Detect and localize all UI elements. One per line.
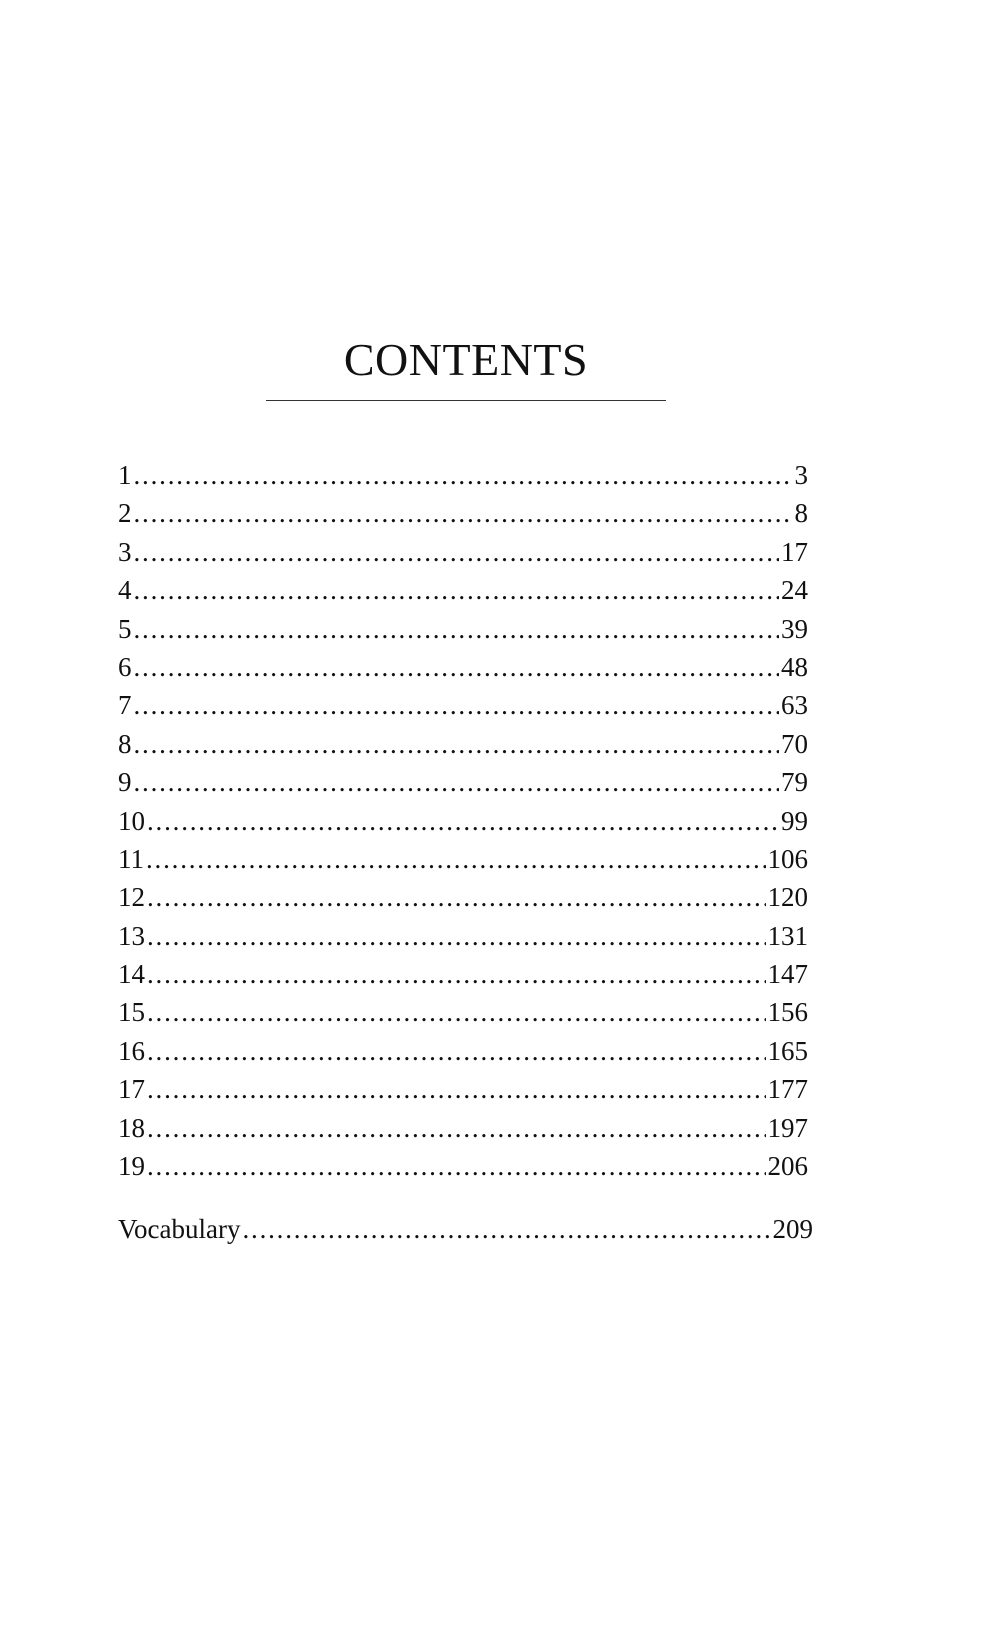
toc-entry-label: 4 [118,575,132,606]
toc-entry-vocabulary[interactable] [118,1210,813,1248]
dot-leader [147,1070,766,1108]
toc-entry-label: 9 [118,767,132,798]
toc-entry-label: 12 [118,882,145,913]
toc-entry-4[interactable] [118,571,808,609]
toc-entry-label: Vocabulary [118,1214,241,1244]
title-underline [266,400,666,401]
toc-entry-16[interactable] [118,1032,808,1070]
toc-entry-11[interactable] [118,840,808,878]
toc-entry-12[interactable] [118,878,808,916]
dot-leader [134,686,780,724]
toc-entry-10[interactable] [118,802,808,840]
toc-entry-label: 16 [118,1035,145,1066]
dot-leader [134,610,780,648]
toc-entry-page: 177 [767,1074,808,1105]
toc-entry-2[interactable] [118,494,808,532]
dot-leader [134,494,793,532]
toc-entry-7[interactable] [118,686,808,724]
toc-entry-label: 11 [118,843,144,874]
toc-entry-18[interactable] [118,1109,808,1147]
toc-entry-page: 17 [781,536,808,567]
toc-entry-label: 5 [118,613,132,644]
toc-entry-9[interactable] [118,763,808,801]
toc-entry-label: 10 [118,805,145,836]
toc-entry-15[interactable] [118,993,808,1031]
toc-entry-13[interactable] [118,917,808,955]
toc-entry-label: 6 [118,651,132,682]
dot-leader [134,725,780,763]
toc-entry-page: 209 [772,1214,813,1244]
toc-entry-page: 8 [794,498,808,529]
dot-leader [147,993,766,1031]
toc-entry-page: 48 [781,651,808,682]
dot-leader [134,648,780,686]
toc-entry-page: 197 [767,1112,808,1143]
dot-leader [147,955,766,993]
toc-entry-page: 206 [767,1151,808,1182]
toc-entry-6[interactable] [118,648,808,686]
toc-entry-page: 79 [781,767,808,798]
toc-entry-page: 131 [767,920,808,951]
dot-leader [147,1147,766,1185]
toc-entry-page: 106 [767,843,808,874]
toc-entry-17[interactable] [118,1070,808,1108]
dot-leader [147,878,766,916]
toc-entry-page: 3 [794,460,808,490]
toc-entry-label: 18 [118,1112,145,1143]
dot-leader [134,763,780,801]
toc-entry-label: 15 [118,997,145,1028]
dot-leader [147,802,779,840]
toc-entry-page: 156 [767,997,808,1028]
toc-entry-3[interactable] [118,533,808,571]
dot-leader [134,533,780,571]
toc-entry-1[interactable] [118,456,808,494]
toc-appendix-list [118,1210,813,1248]
toc-entry-5[interactable] [118,610,808,648]
toc-entry-page: 63 [781,690,808,721]
dot-leader [147,917,766,955]
toc-entry-label: 3 [118,536,132,567]
toc-entry-page: 120 [767,882,808,913]
dot-leader [146,840,766,878]
toc-entry-page: 70 [781,728,808,759]
dot-leader [134,571,780,609]
dot-leader [147,1109,766,1147]
toc-entry-8[interactable] [118,725,808,763]
toc-entry-label: 2 [118,498,132,529]
toc-entry-label: 7 [118,690,132,721]
dot-leader [134,456,793,494]
page-title: CONTENTS [343,334,589,385]
toc-entry-page: 39 [781,613,808,644]
toc-entry-19[interactable] [118,1147,808,1185]
dot-leader [147,1032,766,1070]
toc-entry-page: 24 [781,575,808,606]
dot-leader [242,1210,770,1248]
toc-entry-label: 8 [118,728,132,759]
toc-entry-page: 147 [767,959,808,990]
toc-entry-label: 1 [118,460,132,490]
toc-entry-page: 99 [781,805,808,836]
toc-entry-label: 17 [118,1074,145,1105]
toc-list [118,456,808,1185]
toc-entry-label: 14 [118,959,145,990]
toc-entry-label: 13 [118,920,145,951]
toc-entry-page: 165 [767,1035,808,1066]
toc-entry-14[interactable] [118,955,808,993]
toc-entry-label: 19 [118,1151,145,1182]
